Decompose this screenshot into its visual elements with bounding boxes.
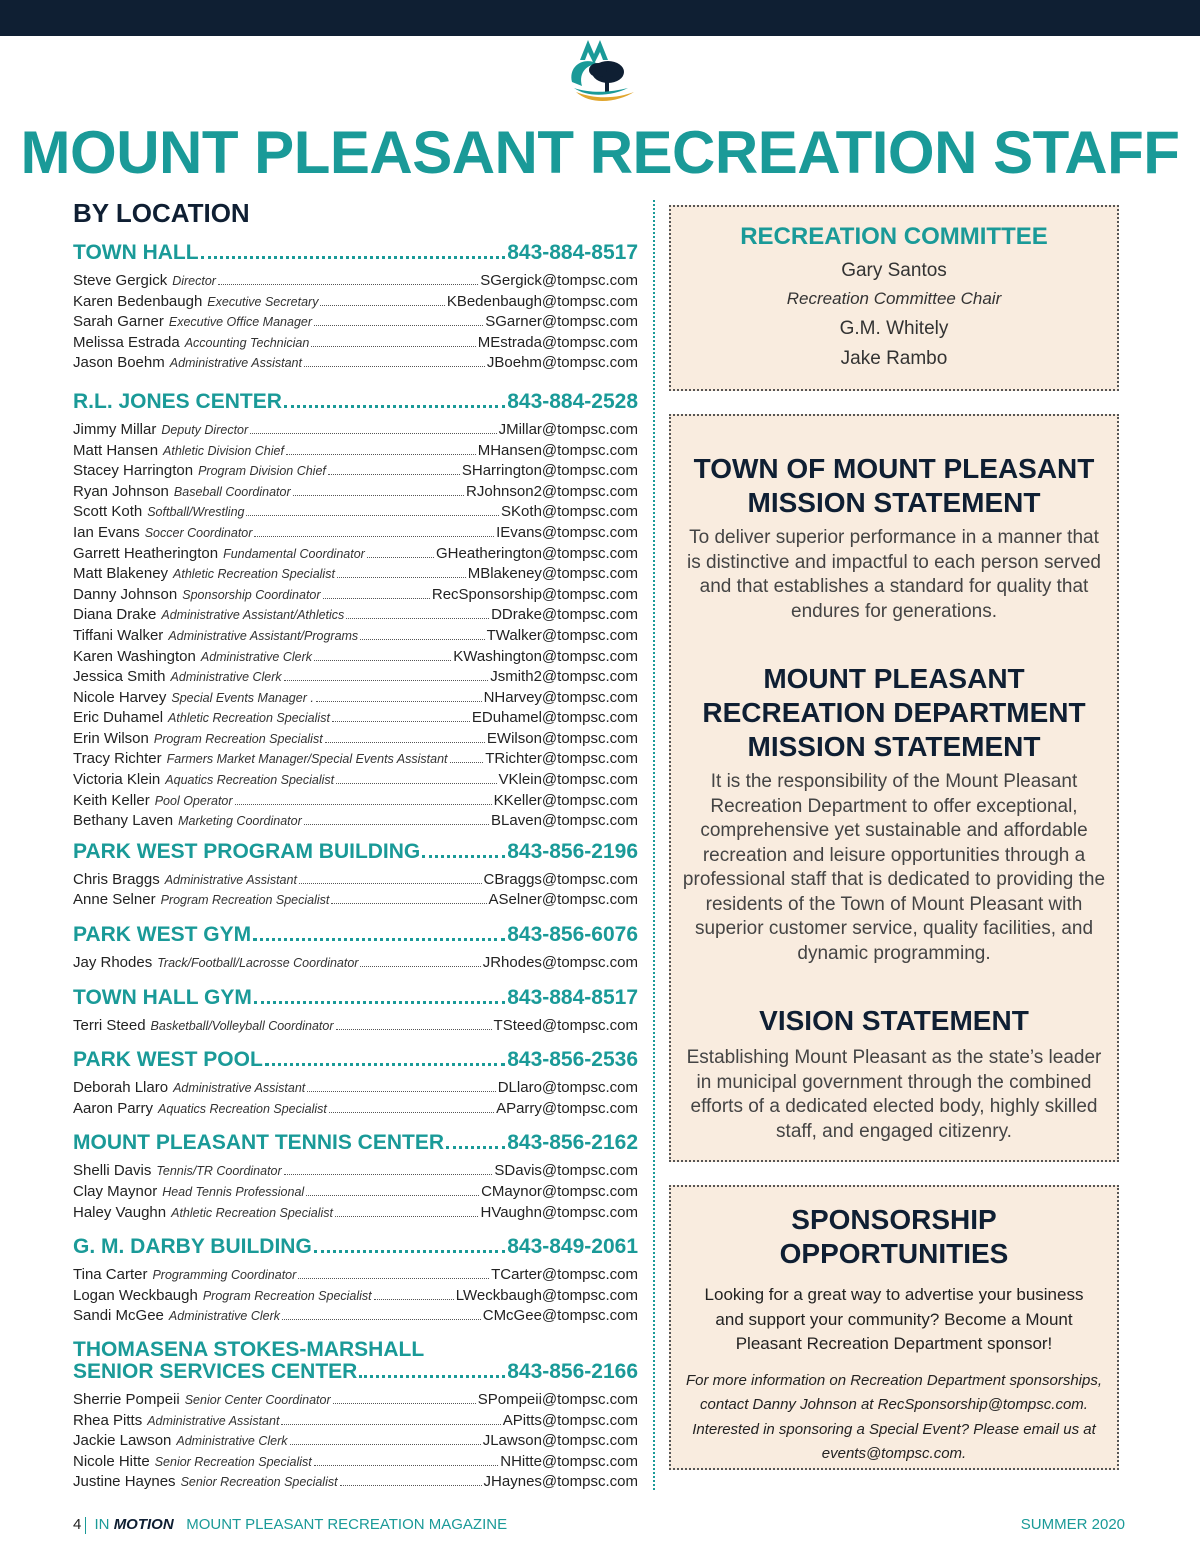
staff-name: Jessica Smith	[73, 668, 166, 686]
staff-role: Executive Secretary	[207, 294, 319, 309]
staff-name: Tracy Richter	[73, 750, 162, 768]
leader-dots	[316, 701, 482, 702]
location-name: THOMASENA STOKES-MARSHALL	[73, 1337, 425, 1361]
staff-name: Ian Evans	[73, 523, 140, 541]
staff-row	[73, 890, 638, 911]
leader-dots	[314, 1465, 499, 1466]
staff-list	[73, 1078, 638, 1119]
staff-name: Clay Maynor	[73, 1183, 158, 1200]
staff-row	[73, 626, 638, 647]
staff-row	[73, 1472, 638, 1493]
location-phone[interactable]: 843-849-2061	[507, 1235, 638, 1259]
leader-dots	[333, 1403, 476, 1404]
mission-box	[669, 414, 1119, 1162]
leader-dots	[329, 1112, 494, 1113]
staff-role: Aquatics Recreation Specialist	[165, 773, 335, 788]
leader-dots	[360, 639, 484, 640]
staff-row	[73, 585, 638, 606]
staff-role: Soccer Coordinator	[144, 525, 253, 540]
column-divider	[653, 200, 655, 1490]
staff-name: Danny Johnson	[73, 585, 178, 603]
rec-mission-text: It is the responsibility of the Mount Pleasant Recreation Department to offer exceptional, comprehensive yet sustainable and affordable recreation and leisure opportunities through a professional staff that is dedicated to providing the residents of the Town of Mount Pleasant with superior customer service, quality facilities, and dynamic programming.	[682, 771, 1106, 964]
staff-name: Jason Boehm	[73, 354, 165, 372]
staff-name: Haley Vaughn	[73, 1203, 167, 1221]
location-phone[interactable]: 843-884-2528	[507, 389, 638, 413]
location-section	[73, 390, 638, 832]
leader-dots	[314, 1250, 505, 1253]
location-header	[73, 986, 638, 1010]
staff-email[interactable]: KWashington@tompsc.com	[453, 647, 638, 665]
leader-dots	[254, 536, 494, 537]
staff-row	[73, 271, 638, 292]
location-header	[73, 1131, 638, 1155]
leader-dots	[311, 346, 475, 347]
staff-role: Program Division Chief	[198, 464, 326, 479]
staff-name: Sandi McGee	[73, 1307, 164, 1325]
leader-dots	[284, 405, 505, 408]
leader-dots	[218, 284, 478, 285]
footer-motion: MOTION	[113, 1516, 174, 1533]
location-header	[73, 923, 638, 947]
staff-email[interactable]: TSteed@tompsc.com	[493, 1016, 638, 1034]
staff-role: Program Recreation Specialist	[160, 893, 330, 908]
location-header	[73, 1360, 638, 1384]
leader-dots	[446, 1146, 505, 1149]
vision-text: Establishing Mount Pleasant as the state’s leader in municipal government through the combined efforts of a dedicated elected body, highly skilled staff, and engaged citizenry.	[686, 1047, 1102, 1142]
staff-row	[73, 1286, 638, 1307]
location-name: PARK WEST PROGRAM BUILDING	[73, 839, 421, 863]
location-name: G. M. DARBY BUILDING	[73, 1235, 312, 1259]
location-section	[73, 1339, 638, 1493]
location-section	[73, 840, 638, 911]
staff-email[interactable]: MBlakeney@tompsc.com	[467, 565, 638, 583]
staff-email[interactable]: EDuhamel@tompsc.com	[471, 709, 638, 727]
staff-email[interactable]: TRichter@tompsc.com	[485, 750, 638, 768]
staff-email[interactable]: APitts@tompsc.com	[502, 1411, 638, 1429]
leader-dots	[286, 454, 476, 455]
location-phone[interactable]: 843-856-2162	[507, 1131, 638, 1155]
staff-row	[73, 1016, 638, 1037]
staff-list	[73, 1016, 638, 1037]
staff-row	[73, 1161, 638, 1182]
leader-dots	[307, 1091, 495, 1092]
leader-dots	[320, 305, 444, 306]
location-section	[73, 241, 638, 374]
leader-dots	[304, 366, 485, 367]
staff-email[interactable]: NHitte@tompsc.com	[500, 1452, 638, 1470]
location-phone[interactable]: 843-856-2536	[507, 1048, 638, 1072]
leader-dots	[323, 598, 430, 599]
staff-row	[73, 1099, 638, 1120]
staff-row	[73, 770, 638, 791]
leader-dots	[450, 762, 484, 763]
location-header	[73, 1048, 638, 1072]
location-section	[73, 923, 638, 974]
staff-role: Tennis/TR Coordinator	[156, 1164, 282, 1179]
leader-dots	[290, 1444, 481, 1445]
vision-title: VISION STATEMENT	[759, 1005, 1029, 1036]
staff-email[interactable]: DLlaro@tompsc.com	[497, 1079, 638, 1097]
staff-name: Karen Bedenbaugh	[73, 292, 203, 310]
staff-name: Jackie Lawson	[73, 1432, 172, 1450]
staff-email[interactable]: IEvans@tompsc.com	[496, 523, 638, 541]
staff-row	[73, 729, 638, 750]
staff-role: Program Recreation Specialist	[202, 1288, 372, 1303]
staff-list	[73, 1161, 638, 1223]
staff-row	[73, 482, 638, 503]
staff-email[interactable]: SGergick@tompsc.com	[480, 272, 638, 289]
location-name: PARK WEST GYM	[73, 923, 252, 947]
staff-role: Track/Football/Lacrosse Coordinator	[157, 956, 359, 971]
staff-row	[73, 749, 638, 770]
staff-name: Nicole Harvey	[73, 688, 167, 706]
staff-email[interactable]: GHeatherington@tompsc.com	[436, 544, 638, 562]
staff-name: Justine Haynes	[73, 1473, 176, 1491]
location-section	[73, 1048, 638, 1119]
staff-list	[73, 1265, 638, 1327]
staff-role: Director	[172, 274, 216, 288]
location-section	[73, 1131, 638, 1223]
leader-dots	[201, 256, 506, 259]
leader-dots	[346, 618, 489, 619]
committee-title: RECREATION COMMITTEE	[740, 223, 1048, 250]
staff-directory	[73, 198, 638, 1501]
leader-dots	[331, 903, 486, 904]
staff-name: Tina Carter	[73, 1266, 148, 1284]
staff-role: Administrative Assistant	[147, 1413, 280, 1428]
staff-name: Jay Rhodes	[73, 954, 153, 972]
staff-name: Nicole Hitte	[73, 1452, 150, 1470]
staff-role: Aquatics Recreation Specialist	[158, 1101, 327, 1116]
staff-name: Bethany Laven	[73, 812, 174, 830]
sponsorship-info: For more information on Recreation Department sponsorships, contact Danny Johnson at RecSponsorship@tompsc.com. Interested in sponsoring a Special Event? Please email us at events@tompsc.com.	[685, 1371, 1103, 1462]
footer-season: SUMMER 2020	[1020, 1516, 1125, 1533]
staff-list	[73, 953, 638, 974]
location-section	[73, 986, 638, 1037]
page-title: MOUNT PLEASANT RECREATION STAFF	[20, 119, 1180, 186]
staff-role: Pool Operator	[154, 793, 233, 808]
staff-role: Farmers Market Manager/Special Events Assistant	[166, 752, 448, 767]
location-list	[73, 241, 638, 1493]
staff-row	[73, 1306, 638, 1327]
staff-row	[73, 1078, 638, 1099]
staff-name: Scott Koth	[73, 503, 143, 521]
leader-dots	[335, 1216, 478, 1217]
staff-email[interactable]: CMcGee@tompsc.com	[482, 1307, 638, 1325]
staff-email[interactable]: DDrake@tompsc.com	[491, 606, 638, 624]
staff-list	[73, 271, 638, 374]
location-name: PARK WEST POOL	[73, 1048, 263, 1072]
leader-dots	[250, 433, 496, 434]
staff-email[interactable]: ASelner@tompsc.com	[488, 891, 638, 909]
leader-dots	[336, 1029, 492, 1030]
staff-role: Softball/Wrestling	[147, 505, 245, 520]
staff-role: Accounting Technician	[184, 335, 310, 350]
location-name: MOUNT PLEASANT TENNIS CENTER	[73, 1131, 445, 1155]
recreation-committee-box	[669, 205, 1119, 391]
staff-email[interactable]: JHaynes@tompsc.com	[483, 1473, 638, 1491]
staff-email[interactable]: TCarter@tompsc.com	[491, 1266, 638, 1284]
staff-name: Logan Weckbaugh	[73, 1286, 198, 1304]
committee-member: Jake Rambo	[840, 348, 948, 369]
staff-name: Steve Gergick	[73, 272, 168, 289]
staff-email[interactable]: RecSponsorship@tompsc.com	[431, 585, 638, 603]
staff-role: Administrative Assistant	[164, 872, 297, 887]
staff-role: Senior Center Coordinator	[184, 1392, 331, 1407]
staff-name: Melissa Estrada	[73, 333, 180, 351]
staff-list	[73, 1390, 638, 1493]
staff-email[interactable]: JMillar@tompsc.com	[498, 420, 638, 438]
staff-email[interactable]: SDavis@tompsc.com	[494, 1162, 638, 1180]
staff-email[interactable]: SGarner@tompsc.com	[485, 313, 638, 331]
staff-row	[73, 667, 638, 688]
leader-dots	[281, 1424, 500, 1425]
by-location-heading: BY LOCATION	[73, 198, 250, 228]
staff-row	[73, 1182, 638, 1203]
staff-email[interactable]: EWilson@tompsc.com	[486, 729, 638, 747]
staff-row	[73, 811, 638, 832]
staff-email[interactable]: MHansen@tompsc.com	[477, 441, 638, 459]
staff-row	[73, 564, 638, 585]
location-phone[interactable]: 843-884-8517	[507, 985, 638, 1009]
leader-dots	[253, 938, 505, 941]
staff-email[interactable]: JLawson@tompsc.com	[482, 1432, 638, 1450]
staff-name: Ryan Johnson	[73, 482, 169, 500]
staff-name: Erin Wilson	[73, 729, 149, 747]
leader-dots	[314, 660, 451, 661]
staff-row	[73, 1452, 638, 1473]
leader-dots	[265, 1063, 505, 1066]
leader-dots	[359, 1375, 505, 1378]
leader-dots	[422, 855, 505, 858]
staff-role: Deputy Director	[161, 422, 249, 437]
staff-row	[73, 461, 638, 482]
leader-dots	[336, 783, 496, 784]
staff-name: Terri Steed	[73, 1016, 146, 1034]
staff-email[interactable]: SHarrington@tompsc.com	[461, 462, 638, 480]
staff-row	[73, 544, 638, 565]
staff-row	[73, 953, 638, 974]
staff-row	[73, 353, 638, 374]
location-name: TOWN HALL	[73, 241, 199, 264]
mount-pleasant-logo	[562, 30, 638, 110]
location-name: SENIOR SERVICES CENTER	[73, 1359, 358, 1383]
leader-dots	[299, 883, 482, 884]
sponsorship-title: OPPORTUNITIES	[779, 1238, 1009, 1269]
staff-row	[73, 441, 638, 462]
staff-row	[73, 1431, 638, 1452]
staff-row	[73, 292, 638, 313]
location-phone[interactable]: 843-856-2196	[507, 839, 638, 863]
staff-role: Special Events Manager .	[171, 690, 314, 705]
staff-role: Senior Recreation Specialist	[154, 1454, 312, 1469]
staff-email[interactable]: Jsmith2@tompsc.com	[490, 668, 638, 686]
rec-mission-title: MISSION STATEMENT	[747, 731, 1041, 762]
location-header	[73, 390, 638, 414]
leader-dots	[306, 1195, 479, 1196]
leader-dots	[284, 1174, 493, 1175]
location-section	[73, 1235, 638, 1327]
committee-chair-title: Recreation Committee Chair	[786, 289, 1002, 308]
rec-mission-title: RECREATION DEPARTMENT	[702, 697, 1086, 728]
sponsorship-text: Looking for a great way to advertise your business and support your community? Become a Mount Pleasant Recreation Department sponsor!	[704, 1285, 1084, 1353]
committee-chair-name: Gary Santos	[841, 260, 947, 281]
staff-row	[73, 605, 638, 626]
staff-email[interactable]: RJohnson2@tompsc.com	[466, 482, 638, 500]
staff-email[interactable]: CBraggs@tompsc.com	[483, 870, 638, 888]
leader-dots	[367, 557, 434, 558]
staff-role: Baseball Coordinator	[173, 484, 291, 499]
location-phone[interactable]: 843-856-2166	[507, 1359, 638, 1383]
staff-name: Rhea Pitts	[73, 1411, 143, 1429]
staff-email[interactable]: MEstrada@tompsc.com	[477, 333, 638, 351]
staff-role: Programming Coordinator	[152, 1268, 297, 1283]
staff-email[interactable]: KBedenbaugh@tompsc.com	[446, 292, 638, 310]
staff-name: Diana Drake	[73, 606, 157, 624]
location-name: TOWN HALL GYM	[73, 985, 252, 1009]
staff-role: Marketing Coordinator	[178, 814, 302, 829]
staff-role: Sponsorship Coordinator	[182, 587, 321, 602]
staff-row	[73, 312, 638, 333]
leader-dots	[328, 474, 460, 475]
staff-list	[73, 870, 638, 911]
staff-list	[73, 420, 638, 832]
location-phone[interactable]: 843-856-6076	[507, 923, 638, 947]
footer-separator	[85, 1517, 86, 1534]
leader-dots	[304, 824, 489, 825]
town-mission-title: TOWN OF MOUNT PLEASANT	[693, 453, 1095, 484]
staff-role: Administrative Clerk	[168, 1309, 281, 1324]
staff-row	[73, 502, 638, 523]
staff-role: Administrative Assistant	[169, 356, 302, 371]
staff-role: Head Tennis Professional	[162, 1185, 305, 1199]
staff-role: Basketball/Volleyball Coordinator	[150, 1018, 334, 1033]
footer-in: IN	[94, 1516, 110, 1533]
rec-mission-title: MOUNT PLEASANT	[763, 663, 1025, 694]
staff-role: Fundamental Coordinator	[223, 546, 365, 561]
leader-dots	[314, 325, 483, 326]
location-name: R.L. JONES CENTER	[73, 389, 282, 413]
leader-dots	[293, 495, 464, 496]
staff-email[interactable]: TWalker@tompsc.com	[486, 626, 638, 644]
staff-name: Chris Braggs	[73, 870, 160, 888]
staff-row	[73, 647, 638, 668]
staff-name: Sarah Garner	[73, 313, 164, 331]
staff-role: Program Recreation Specialist	[153, 731, 323, 746]
staff-row	[73, 708, 638, 729]
location-header	[73, 241, 638, 265]
staff-name: Anne Selner	[73, 891, 156, 909]
staff-name: Tiffani Walker	[73, 626, 164, 644]
staff-row	[73, 333, 638, 354]
town-mission-title: MISSION STATEMENT	[747, 487, 1041, 518]
staff-email[interactable]: CMaynor@tompsc.com	[481, 1183, 638, 1200]
staff-row	[73, 870, 638, 891]
staff-role: Athletic Recreation Specialist	[168, 711, 330, 726]
leader-dots	[325, 742, 485, 743]
page-number: 4	[73, 1516, 82, 1533]
staff-row	[73, 1390, 638, 1411]
staff-row	[73, 1265, 638, 1286]
staff-email[interactable]: JBoehm@tompsc.com	[486, 354, 638, 372]
leader-dots	[374, 1299, 454, 1300]
sponsorship-box	[669, 1185, 1119, 1470]
town-mission-text: To deliver superior performance in a manner that is distinctive and impactful to each person served and that establishes a standard for quality that endures for generations.	[687, 527, 1101, 622]
leader-dots	[246, 515, 499, 516]
leader-dots	[298, 1278, 489, 1279]
staff-row	[73, 688, 638, 709]
staff-role: Administrative Clerk	[170, 670, 282, 685]
staff-email[interactable]: JRhodes@tompsc.com	[482, 954, 638, 972]
location-phone[interactable]: 843-884-8517	[507, 241, 638, 264]
staff-email[interactable]: VKlein@tompsc.com	[498, 771, 638, 789]
staff-name: Aaron Parry	[73, 1099, 154, 1117]
staff-name: Jimmy Millar	[73, 420, 157, 438]
leader-dots	[282, 1319, 481, 1320]
location-header	[73, 1235, 638, 1259]
staff-role: Administrative Clerk	[200, 649, 312, 664]
staff-email[interactable]: KKeller@tompsc.com	[493, 791, 638, 809]
staff-row	[73, 523, 638, 544]
leader-dots	[284, 680, 489, 681]
committee-member: G.M. Whitely	[839, 318, 949, 339]
leader-dots	[340, 1485, 482, 1486]
staff-role: Senior Recreation Specialist	[180, 1475, 338, 1490]
staff-role: Administrative Assistant/Athletics	[161, 608, 345, 623]
leader-dots	[254, 1001, 505, 1004]
staff-role: Athletic Recreation Specialist	[171, 1205, 334, 1220]
staff-name: Garrett Heatherington	[73, 544, 219, 562]
staff-email[interactable]: SKoth@tompsc.com	[501, 503, 638, 521]
staff-email[interactable]: BLaven@tompsc.com	[491, 812, 638, 830]
staff-name: Shelli Davis	[73, 1162, 152, 1180]
staff-email[interactable]: LWeckbaugh@tompsc.com	[455, 1286, 638, 1304]
staff-name: Matt Hansen	[73, 441, 159, 459]
staff-email[interactable]: HVaughn@tompsc.com	[480, 1203, 638, 1221]
staff-name: Sherrie Pompeii	[73, 1390, 180, 1408]
staff-name: Victoria Klein	[73, 771, 161, 789]
staff-name: Karen Washington	[73, 647, 196, 665]
staff-role: Executive Office Manager	[168, 315, 313, 330]
leader-dots	[332, 721, 470, 722]
staff-row	[73, 1203, 638, 1224]
staff-role: Athletic Recreation Specialist	[173, 567, 335, 582]
location-header	[73, 840, 638, 864]
staff-row	[73, 1411, 638, 1432]
footer-magazine: MOUNT PLEASANT RECREATION MAGAZINE	[186, 1516, 508, 1533]
sponsorship-title: SPONSORSHIP	[791, 1204, 997, 1235]
staff-row	[73, 420, 638, 441]
leader-dots	[360, 966, 480, 967]
staff-name: Keith Keller	[73, 791, 150, 809]
staff-role: Administrative Assistant	[173, 1081, 306, 1096]
staff-name: Deborah Llaro	[73, 1079, 169, 1097]
footer	[73, 1516, 507, 1534]
leader-dots	[235, 804, 492, 805]
staff-email[interactable]: SPompeii@tompsc.com	[477, 1390, 638, 1408]
staff-name: Eric Duhamel	[73, 709, 164, 727]
staff-name: Matt Blakeney	[73, 565, 169, 583]
staff-role: Administrative Assistant/Programs	[168, 628, 359, 643]
staff-name: Stacey Harrington	[73, 462, 194, 480]
leader-dots	[337, 577, 466, 578]
staff-row	[73, 791, 638, 812]
staff-email[interactable]: NHarvey@tompsc.com	[483, 688, 638, 706]
staff-role: Athletic Division Chief	[163, 443, 284, 458]
staff-role: Administrative Clerk	[176, 1434, 288, 1449]
staff-email[interactable]: AParry@tompsc.com	[496, 1099, 638, 1117]
